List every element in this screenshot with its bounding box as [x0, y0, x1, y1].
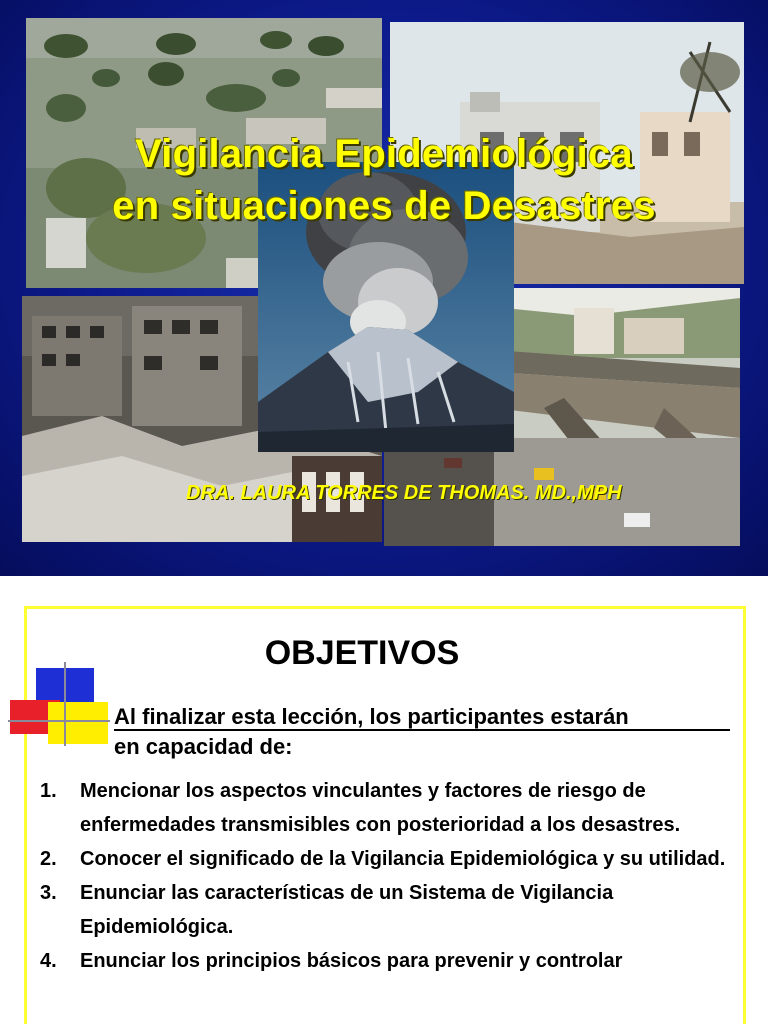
slide-title-line-1: Vigilancia Epidemiológica [135, 132, 633, 176]
decor-horizontal-line [8, 720, 110, 722]
list-item-number: 4. [40, 950, 57, 972]
list-item [40, 842, 730, 876]
list-item [40, 774, 730, 842]
slide-title-line-2: en situaciones de Desastres [112, 184, 656, 228]
list-item [40, 944, 730, 978]
objectives-slide [0, 576, 768, 1024]
author-name: DRA. LAURA TORRES DE THOMAS. MD.,MPH [186, 482, 622, 504]
intro-line-2: en capacidad de: [114, 734, 293, 759]
list-item-number: 2. [40, 848, 57, 870]
intro-underline [114, 729, 730, 731]
list-item-text: Enunciar las características de un Sistema de Vigilancia Epidemiológica. [80, 882, 614, 938]
objectives-list [40, 774, 730, 978]
list-item-number: 1. [40, 780, 57, 802]
slide-title [0, 128, 768, 232]
list-item-text: Conocer el significado de la Vigilancia Epidemiológica y su utilidad. [80, 848, 726, 870]
list-item [40, 876, 730, 944]
list-item-text: Mencionar los aspectos vinculantes y factores de riesgo de enfermedades transmisibles con posterioridad a los desastres. [80, 780, 681, 836]
intro-text [114, 702, 734, 762]
list-item-text: Enunciar los principios básicos para prevenir y controlar [80, 950, 623, 972]
decor-vertical-line [64, 662, 66, 746]
decor-yellow-square [48, 702, 108, 744]
intro-line-1: Al finalizar esta lección, los participantes estarán [114, 704, 629, 729]
list-item-number: 3. [40, 882, 57, 904]
objectives-heading: OBJETIVOS [264, 634, 460, 672]
